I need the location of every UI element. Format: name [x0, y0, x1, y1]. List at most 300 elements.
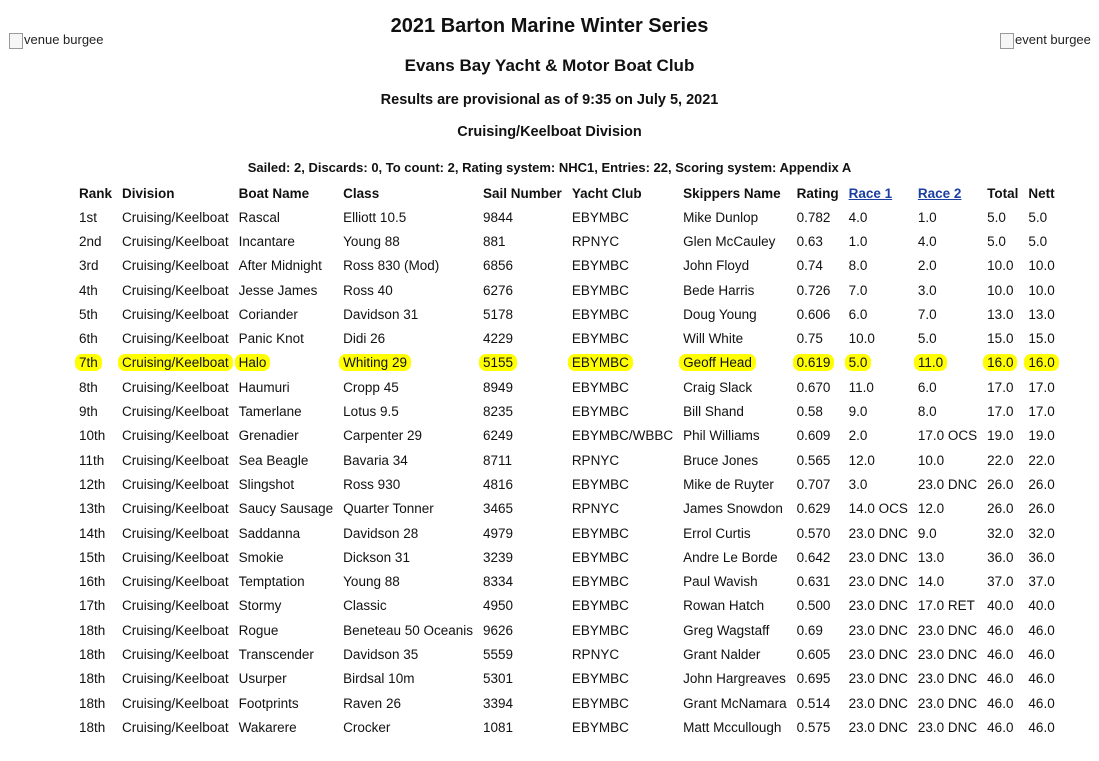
cell-rating: 0.670: [796, 379, 831, 395]
cell-race-1: 12.0: [848, 452, 875, 468]
column-header-boat-name: Boat Name: [238, 185, 310, 201]
cell-nett: 13.0: [1028, 306, 1055, 322]
cell-total: 15.0: [987, 331, 1014, 347]
cell-race-2: [913, 351, 982, 375]
cell-nett: 15.0: [1028, 331, 1055, 347]
cell-race-1: 11.0: [848, 379, 874, 395]
cell-nett: 5.0: [1028, 233, 1048, 249]
cell-class: Bavaria 34: [343, 452, 408, 468]
cell-total: 46.0: [987, 646, 1014, 662]
cell-sail-number: 5178: [483, 306, 514, 322]
cell-nett: 19.0: [1028, 428, 1055, 444]
table-row: [74, 278, 1060, 302]
cell-total: 5.0: [987, 233, 1006, 249]
cell-race-1: 6.0: [848, 306, 868, 322]
cell-sail-number: 1081: [483, 719, 514, 735]
cell-total: 22.0: [987, 452, 1014, 468]
cell-boat-name: Incantare: [238, 233, 295, 249]
cell-yacht-club: EBYMBC: [571, 476, 629, 492]
cell-skipper: [678, 351, 792, 375]
cell-sail-number: 4950: [483, 598, 514, 614]
cell-total: 5.0: [987, 209, 1006, 225]
table-row: [74, 448, 1060, 472]
cell-total: 19.0: [987, 428, 1014, 444]
cell-race-1: 23.0 DNC: [848, 646, 908, 662]
cell-race-2: 23.0 DNC: [917, 695, 978, 711]
cell-division: Cruising/Keelboat: [122, 695, 229, 711]
cell-rating: 0.570: [796, 525, 831, 541]
cell-nett: 26.0: [1028, 501, 1055, 517]
column-header-race-1: [844, 181, 913, 205]
cell-race-1: 1.0: [848, 233, 868, 249]
cell-boat-name: Grenadier: [238, 428, 299, 444]
cell-race-2: 4.0: [917, 233, 937, 249]
cell-skipper: Rowan Hatch: [683, 598, 765, 614]
cell-yacht-club: EBYMBC: [571, 671, 629, 687]
highlighted-value: 5.0: [845, 354, 872, 371]
cell-rating: [792, 351, 844, 375]
cell-sail-number: 5301: [483, 671, 514, 687]
cell-race-1: [844, 351, 913, 375]
column-header-skipper: Skippers Name: [683, 185, 781, 201]
cell-yacht-club: EBYMBC: [571, 574, 629, 590]
cell-skipper: Will White: [683, 331, 744, 347]
division-heading: Cruising/Keelboat Division: [457, 124, 642, 140]
cell-sail-number: 4229: [483, 331, 514, 347]
cell-rank: 18th: [79, 695, 106, 711]
table-row: [74, 472, 1060, 496]
cell-nett: 22.0: [1028, 452, 1055, 468]
cell-race-1: 2.0: [848, 428, 868, 444]
cell-sail-number: 4979: [483, 525, 514, 541]
race-2-link[interactable]: Race 2: [917, 185, 962, 201]
column-header-rating: Rating: [796, 185, 839, 201]
cell-division: [117, 351, 234, 375]
cell-nett: 17.0: [1028, 404, 1055, 420]
cell-race-2: 14.0: [917, 574, 945, 590]
page-title: 2021 Barton Marine Winter Series: [390, 15, 709, 37]
cell-total: 26.0: [987, 476, 1014, 492]
cell-division: Cruising/Keelboat: [122, 452, 229, 468]
cell-nett: 46.0: [1028, 622, 1055, 638]
cell-total: 46.0: [987, 622, 1014, 638]
cell-race-2: 3.0: [917, 282, 937, 298]
table-row: [74, 715, 1060, 739]
cell-total: 17.0: [987, 379, 1014, 395]
provisional-notice: Results are provisional as of 9:35 on July 5, 2021: [380, 92, 719, 108]
cell-skipper: John Floyd: [683, 258, 750, 274]
cell-race-2: 6.0: [917, 379, 937, 395]
cell-nett: 36.0: [1028, 549, 1055, 565]
cell-skipper: Grant McNamara: [683, 695, 787, 711]
cell-sail-number: 3394: [483, 695, 514, 711]
cell-race-1: 23.0 DNC: [848, 695, 908, 711]
cell-skipper: Paul Wavish: [683, 574, 758, 590]
cell-boat-name: Smokie: [238, 549, 284, 565]
cell-sail-number: 9844: [483, 209, 514, 225]
cell-class: Ross 40: [343, 282, 393, 298]
cell-rating: 0.631: [796, 574, 831, 590]
cell-rank: 6th: [79, 331, 98, 347]
cell-race-2: 12.0: [917, 501, 945, 517]
cell-class: Davidson 28: [343, 525, 419, 541]
cell-nett: 46.0: [1028, 671, 1055, 687]
cell-sail-number: 6276: [483, 282, 514, 298]
table-row: [74, 594, 1060, 618]
cell-rank: 12th: [79, 476, 106, 492]
cell-total: [982, 351, 1023, 375]
cell-rating: 0.629: [796, 501, 831, 517]
cell-race-1: 8.0: [848, 258, 868, 274]
cell-division: Cruising/Keelboat: [122, 209, 229, 225]
cell-race-1: 3.0: [848, 476, 868, 492]
cell-yacht-club: EBYMBC: [571, 306, 629, 322]
cell-sail-number: 9626: [483, 622, 514, 638]
highlighted-value: Whiting 29: [339, 354, 411, 371]
cell-skipper: Bruce Jones: [683, 452, 759, 468]
column-header-yacht-club: Yacht Club: [571, 185, 642, 201]
cell-division: Cruising/Keelboat: [122, 428, 229, 444]
cell-yacht-club: EBYMBC: [571, 695, 629, 711]
cell-rating: 0.605: [796, 646, 831, 662]
column-header-sail-number: Sail Number: [483, 185, 562, 201]
cell-race-2: 17.0 OCS: [917, 428, 978, 444]
column-header-total: Total: [987, 185, 1019, 201]
cell-nett: 10.0: [1028, 258, 1055, 274]
cell-rating: 0.609: [796, 428, 831, 444]
cell-race-2: 13.0: [917, 549, 945, 565]
highlighted-value: EBYMBC: [568, 354, 633, 371]
cell-rank: 14th: [79, 525, 106, 541]
cell-race-2: 9.0: [917, 525, 937, 541]
cell-race-1: 23.0 DNC: [848, 719, 908, 735]
cell-class: Young 88: [343, 233, 400, 249]
cell-boat-name: Tamerlane: [238, 404, 302, 420]
highlighted-value: Cruising/Keelboat: [118, 354, 233, 371]
cell-boat-name: Panic Knot: [238, 331, 304, 347]
cell-yacht-club: RPNYC: [571, 233, 620, 249]
table-header-row: [74, 181, 1060, 205]
highlighted-value: Halo: [235, 354, 271, 371]
cell-skipper: Errol Curtis: [683, 525, 751, 541]
cell-rating: 0.75: [796, 331, 823, 347]
cell-boat-name: [234, 351, 339, 375]
cell-race-1: 7.0: [848, 282, 868, 298]
table-row: [74, 569, 1060, 593]
cell-boat-name: Jesse James: [238, 282, 318, 298]
cell-division: Cruising/Keelboat: [122, 476, 229, 492]
cell-race-1: 10.0: [848, 331, 875, 347]
cell-division: Cruising/Keelboat: [122, 549, 229, 565]
cell-nett: 46.0: [1028, 695, 1055, 711]
cell-skipper: James Snowdon: [683, 501, 783, 517]
cell-class: Didi 26: [343, 331, 386, 347]
cell-yacht-club: RPNYC: [571, 646, 620, 662]
cell-yacht-club: RPNYC: [571, 501, 620, 517]
highlighted-value: Geoff Head: [679, 354, 756, 371]
cell-boat-name: Haumuri: [238, 379, 290, 395]
race-1-link[interactable]: Race 1: [848, 185, 893, 201]
cell-total: 36.0: [987, 549, 1014, 565]
cell-rank: 11th: [79, 452, 105, 468]
cell-race-2: 2.0: [917, 258, 937, 274]
cell-race-1: 23.0 DNC: [848, 549, 908, 565]
cell-rank: 18th: [79, 671, 106, 687]
cell-rank: 18th: [79, 646, 106, 662]
table-row: [74, 521, 1060, 545]
cell-rating: 0.63: [796, 233, 823, 249]
cell-division: Cruising/Keelboat: [122, 525, 229, 541]
cell-race-1: 4.0: [848, 209, 868, 225]
table-row: [74, 205, 1060, 229]
cell-class: Crocker: [343, 719, 391, 735]
highlighted-value: 16.0: [1024, 354, 1058, 371]
cell-skipper: Mike de Ruyter: [683, 476, 774, 492]
cell-skipper: Matt Mccullough: [683, 719, 782, 735]
cell-rank: 2nd: [79, 233, 102, 249]
table-row: [74, 375, 1060, 399]
cell-division: Cruising/Keelboat: [122, 306, 229, 322]
table-row: [74, 545, 1060, 569]
cell-sail-number: 4816: [483, 476, 514, 492]
cell-nett: [1023, 351, 1059, 375]
cell-rating: 0.58: [796, 404, 823, 420]
cell-nett: 5.0: [1028, 209, 1048, 225]
cell-division: Cruising/Keelboat: [122, 719, 229, 735]
highlighted-value: 11.0: [914, 354, 947, 371]
cell-total: 26.0: [987, 501, 1014, 517]
cell-yacht-club: EBYMBC: [571, 282, 629, 298]
cell-rank: 8th: [79, 379, 98, 395]
cell-skipper: Bede Harris: [683, 282, 755, 298]
column-header-rank: Rank: [79, 185, 113, 201]
cell-rating: 0.74: [796, 258, 823, 274]
cell-sail-number: 6249: [483, 428, 514, 444]
cell-race-2: 5.0: [917, 331, 937, 347]
cell-boat-name: Saddanna: [238, 525, 301, 541]
cell-skipper: Doug Young: [683, 306, 757, 322]
cell-rating: 0.642: [796, 549, 831, 565]
cell-skipper: Greg Wagstaff: [683, 622, 770, 638]
cell-boat-name: Transcender: [238, 646, 314, 662]
cell-race-2: 17.0 RET: [917, 598, 975, 614]
cell-boat-name: Usurper: [238, 671, 287, 687]
cell-total: 46.0: [987, 671, 1014, 687]
cell-skipper: Bill Shand: [683, 404, 744, 420]
cell-race-1: 14.0 OCS: [848, 501, 908, 517]
cell-yacht-club: EBYMBC: [571, 622, 629, 638]
cell-rank: 16th: [79, 574, 106, 590]
cell-skipper: Andre Le Borde: [683, 549, 778, 565]
cell-boat-name: Saucy Sausage: [238, 501, 334, 517]
table-row: [74, 424, 1060, 448]
cell-nett: 37.0: [1028, 574, 1055, 590]
cell-sail-number: 8949: [483, 379, 514, 395]
cell-race-1: 23.0 DNC: [848, 574, 908, 590]
cell-total: 46.0: [987, 695, 1014, 711]
cell-rating: 0.707: [796, 476, 831, 492]
highlighted-value: 16.0: [983, 354, 1017, 371]
cell-sail-number: 8711: [483, 452, 513, 468]
cell-skipper: Grant Nalder: [683, 646, 761, 662]
cell-total: 17.0: [987, 404, 1014, 420]
cell-division: Cruising/Keelboat: [122, 258, 229, 274]
cell-yacht-club: EBYMBC: [571, 549, 629, 565]
cell-nett: 40.0: [1028, 598, 1055, 614]
cell-boat-name: Rogue: [238, 622, 279, 638]
column-header-nett: Nett: [1028, 185, 1055, 201]
cell-division: Cruising/Keelboat: [122, 622, 229, 638]
cell-race-1: 9.0: [848, 404, 868, 420]
cell-rating: 0.575: [796, 719, 831, 735]
cell-race-2: 23.0 DNC: [917, 719, 978, 735]
cell-boat-name: After Midnight: [238, 258, 322, 274]
cell-sail-number: 6856: [483, 258, 514, 274]
cell-rating: 0.726: [796, 282, 831, 298]
cell-nett: 32.0: [1028, 525, 1055, 541]
cell-total: 37.0: [987, 574, 1014, 590]
column-header-division: Division: [122, 185, 175, 201]
cell-division: Cruising/Keelboat: [122, 282, 229, 298]
club-name: Evans Bay Yacht & Motor Boat Club: [404, 56, 695, 75]
cell-boat-name: Slingshot: [238, 476, 295, 492]
cell-class: [338, 351, 478, 375]
column-header-race-2: [913, 181, 982, 205]
cell-total: 46.0: [987, 719, 1014, 735]
cell-race-1: 23.0 DNC: [848, 598, 908, 614]
cell-class: Young 88: [343, 574, 400, 590]
cell-nett: 46.0: [1028, 646, 1055, 662]
cell-class: Birdsal 10m: [343, 671, 415, 687]
cell-division: Cruising/Keelboat: [122, 646, 229, 662]
cell-class: Beneteau 50 Oceanis: [343, 622, 474, 638]
cell-sail-number: 8235: [483, 404, 514, 420]
results-table: [74, 181, 1060, 740]
cell-race-2: 8.0: [917, 404, 937, 420]
cell-division: Cruising/Keelboat: [122, 598, 229, 614]
cell-class: Quarter Tonner: [343, 501, 434, 517]
cell-rating: 0.606: [796, 306, 831, 322]
table-row: [74, 399, 1060, 423]
column-header-class: Class: [343, 185, 380, 201]
cell-division: Cruising/Keelboat: [122, 574, 229, 590]
cell-rating: 0.500: [796, 598, 831, 614]
cell-skipper: Craig Slack: [683, 379, 753, 395]
cell-yacht-club: EBYMBC: [571, 258, 629, 274]
cell-boat-name: Stormy: [238, 598, 282, 614]
cell-sail-number: 3239: [483, 549, 514, 565]
cell-rating: 0.782: [796, 209, 831, 225]
cell-race-2: 23.0 DNC: [917, 622, 978, 638]
table-row: [74, 642, 1060, 666]
cell-yacht-club: EBYMBC: [571, 598, 629, 614]
cell-class: Davidson 35: [343, 646, 419, 662]
cell-class: Cropp 45: [343, 379, 399, 395]
cell-rating: 0.69: [796, 622, 823, 638]
cell-total: 10.0: [987, 258, 1014, 274]
cell-yacht-club: EBYMBC: [571, 331, 629, 347]
cell-boat-name: Wakarere: [238, 719, 297, 735]
cell-rank: 13th: [79, 501, 106, 517]
cell-boat-name: Coriander: [238, 306, 298, 322]
cell-class: Ross 830 (Mod): [343, 258, 440, 274]
cell-race-2: 10.0: [917, 452, 945, 468]
cell-race-2: 23.0 DNC: [917, 671, 978, 687]
cell-total: 32.0: [987, 525, 1014, 541]
cell-rating: 0.695: [796, 671, 831, 687]
cell-total: 13.0: [987, 306, 1014, 322]
cell-sail-number: 5559: [483, 646, 514, 662]
cell-race-1: 23.0 DNC: [848, 622, 908, 638]
cell-class: Dickson 31: [343, 549, 410, 565]
cell-sail-number: 881: [483, 233, 506, 249]
cell-skipper: Phil Williams: [683, 428, 760, 444]
cell-yacht-club: EBYMBC: [571, 379, 629, 395]
cell-total: 10.0: [987, 282, 1014, 298]
cell-nett: 46.0: [1028, 719, 1055, 735]
table-row: [74, 667, 1060, 691]
cell-rank: 5th: [79, 306, 98, 322]
cell-race-2: 23.0 DNC: [917, 476, 978, 492]
cell-sail-number: [478, 351, 567, 375]
cell-boat-name: Rascal: [238, 209, 280, 225]
cell-yacht-club: RPNYC: [571, 452, 620, 468]
cell-yacht-club: EBYMBC: [571, 404, 629, 420]
cell-rank: 4th: [79, 282, 98, 298]
cell-skipper: Glen McCauley: [683, 233, 776, 249]
cell-yacht-club: EBYMBC/WBBC: [571, 428, 674, 444]
highlighted-value: 5155: [479, 354, 517, 371]
table-row: [74, 351, 1060, 375]
table-row: [74, 497, 1060, 521]
cell-division: Cruising/Keelboat: [122, 331, 229, 347]
cell-rank: 15th: [79, 549, 106, 565]
cell-yacht-club: EBYMBC: [571, 719, 629, 735]
cell-division: Cruising/Keelboat: [122, 501, 229, 517]
cell-rank: 18th: [79, 622, 106, 638]
table-row: [74, 618, 1060, 642]
cell-class: Davidson 31: [343, 306, 419, 322]
table-row: [74, 254, 1060, 278]
cell-yacht-club: [567, 351, 678, 375]
cell-race-2: 23.0 DNC: [917, 646, 978, 662]
cell-rank: 10th: [79, 428, 106, 444]
highlighted-value: 7th: [75, 354, 102, 371]
highlighted-value: 0.619: [793, 354, 835, 371]
cell-division: Cruising/Keelboat: [122, 233, 229, 249]
venue-burgee-alt: venue burgee: [24, 32, 104, 47]
cell-rating: 0.514: [796, 695, 831, 711]
cell-race-1: 23.0 DNC: [848, 671, 908, 687]
cell-race-2: 7.0: [917, 306, 937, 322]
cell-sail-number: 8334: [483, 574, 514, 590]
cell-skipper: John Hargreaves: [683, 671, 786, 687]
cell-rank: 3rd: [79, 258, 99, 274]
cell-division: Cruising/Keelboat: [122, 404, 229, 420]
cell-boat-name: Footprints: [238, 695, 299, 711]
cell-nett: 17.0: [1028, 379, 1055, 395]
cell-yacht-club: EBYMBC: [571, 209, 629, 225]
cell-rank: 17th: [79, 598, 106, 614]
series-summary: Sailed: 2, Discards: 0, To count: 2, Rating system: NHC1, Entries: 22, Scoring system: Appendix A: [247, 160, 852, 175]
cell-yacht-club: EBYMBC: [571, 525, 629, 541]
cell-rank: [74, 351, 117, 375]
cell-race-2: 1.0: [917, 209, 937, 225]
cell-rank: 1st: [79, 209, 98, 225]
table-row: [74, 302, 1060, 326]
cell-class: Ross 930: [343, 476, 401, 492]
cell-rank: 18th: [79, 719, 106, 735]
